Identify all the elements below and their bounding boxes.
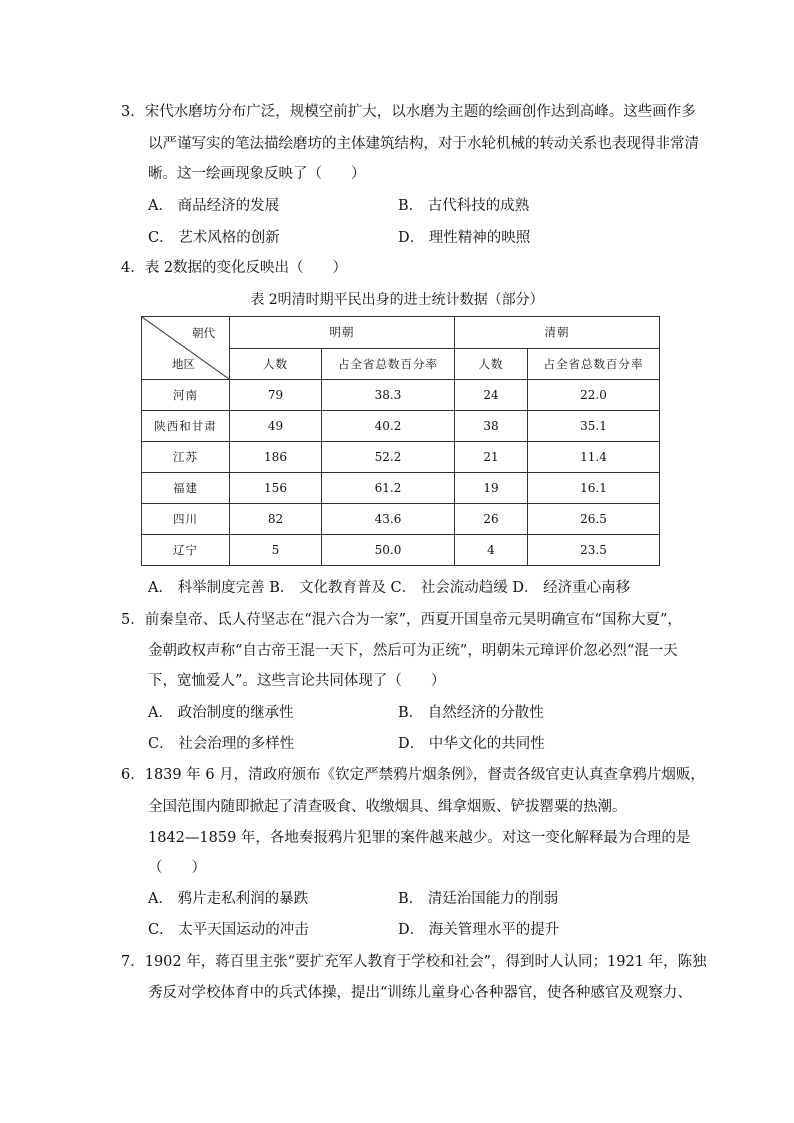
region-header-label: 地区: [172, 357, 195, 371]
q5-option-a: A． 政治制度的继承性: [148, 705, 294, 721]
q5-stem-line-1: 5．前秦皇帝、氐人苻坚志在“混六合为一家”，西夏开国皇帝元昊明确宣布“国称大夏”，: [121, 612, 682, 628]
qing-pct-cell: 23.5: [528, 535, 660, 566]
q6-option-c: C． 太平天国运动的冲击: [148, 922, 309, 938]
qing-count-cell: 21: [455, 442, 528, 473]
qing-pct-cell: 22.0: [528, 380, 660, 411]
q3-stem-line-3: 晰。这一绘画现象反映了（ ）: [148, 166, 366, 182]
qing-pct-header: 占全省总数百分率: [528, 348, 660, 380]
ming-pct-cell: 43.6: [322, 504, 455, 535]
table-row: [142, 535, 660, 566]
qing-pct-cell: 11.4: [528, 442, 660, 473]
q4-options: A． 科举制度完善 B． 文化教育普及 C． 社会流动趋缓 D． 经济重心南移: [148, 580, 631, 596]
table-caption: 表 2明清时期平民出身的进士统计数据（部分）: [250, 292, 544, 308]
ming-pct-cell: 61.2: [322, 473, 455, 504]
ming-pct-cell: 38.3: [322, 380, 455, 411]
q3-stem-line-2: 以严谨写实的笔法描绘磨坊的主体建筑结构，对于水轮机械的转动关系也表现得非常清: [148, 136, 699, 152]
qing-pct-cell: 26.5: [528, 504, 660, 535]
qing-pct-cell: 16.1: [528, 473, 660, 504]
ming-count-cell: 82: [230, 504, 322, 535]
region-cell: 福建: [142, 473, 230, 504]
q3-stem-line-1: 3．宋代水磨坊分布广泛，规模空前扩大，以水磨为主题的绘画创作达到高峰。这些画作多: [121, 104, 696, 120]
table-row: [142, 380, 660, 411]
q6-stem-line-2: 全国范围内随即掀起了清查吸食、收缴烟具、缉拿烟贩、铲拔罂粟的热潮。: [148, 799, 627, 815]
q3-option-c: C． 艺术风格的创新: [148, 230, 280, 246]
region-cell: 河南: [142, 380, 230, 411]
q5-stem-line-2: 金朝政权声称“自古帝王混一天下，然后可为正统”，明朝朱元璋评价忽必烈“混一天: [148, 643, 678, 659]
dynasty-header-label: 朝代: [192, 326, 215, 340]
ming-count-header: 人数: [230, 348, 322, 380]
jinshi-stats-table: [141, 316, 660, 566]
qing-count-cell: 19: [455, 473, 528, 504]
qing-count-cell: 38: [455, 411, 528, 442]
q7-stem-line-2: 秀反对学校体育中的兵式体操，提出“训练儿童身心各种器官，使各种感官及观察力、: [148, 985, 692, 1001]
ming-count-cell: 79: [230, 380, 322, 411]
q6-stem-line-1: 6．1839 年 6 月，清政府颁布《钦定严禁鸦片烟条例》，督责各级官吏认真查拿鸦片烟贩，: [121, 767, 705, 783]
region-cell: 陕西和甘肃: [142, 411, 230, 442]
table-row: [142, 504, 660, 535]
q5-option-c: C． 社会治理的多样性: [148, 736, 295, 752]
q6-stem-line-4: （ ）: [148, 860, 206, 876]
ming-count-cell: 156: [230, 473, 322, 504]
qing-count-cell: 24: [455, 380, 528, 411]
q3-option-b: B． 古代科技的成熟: [398, 198, 530, 214]
diagonal-header-cell: [142, 317, 230, 380]
region-cell: 四川: [142, 504, 230, 535]
ming-pct-header: 占全省总数百分率: [322, 348, 455, 380]
q5-option-d: D． 中华文化的共同性: [398, 736, 545, 752]
qing-header: 清朝: [455, 317, 660, 349]
q6-option-d: D． 海关管理水平的提升: [398, 922, 560, 938]
ming-header: 明朝: [230, 317, 455, 349]
region-cell: 江苏: [142, 442, 230, 473]
ming-pct-cell: 52.2: [322, 442, 455, 473]
q6-stem-line-3: 1842—1859 年，各地奏报鸦片犯罪的案件越来越少。对这一变化解释最为合理的是: [148, 830, 691, 846]
q5-option-b: B． 自然经济的分散性: [398, 705, 544, 721]
table-row: [142, 442, 660, 473]
ming-pct-cell: 40.2: [322, 411, 455, 442]
q3-option-d: D． 理性精神的映照: [398, 230, 531, 246]
q7-stem-line-1: 7．1902 年，蒋百里主张“要扩充军人教育于学校和社会”，得到时人认同；1921 年，陈独: [121, 954, 707, 970]
ming-count-cell: 49: [230, 411, 322, 442]
q6-option-b: B． 清廷治国能力的削弱: [398, 891, 559, 907]
table-row: [142, 473, 660, 504]
qing-pct-cell: 35.1: [528, 411, 660, 442]
ming-pct-cell: 50.0: [322, 535, 455, 566]
q6-option-a: A． 鸦片走私利润的暴跌: [148, 891, 309, 907]
ming-count-cell: 186: [230, 442, 322, 473]
qing-count-header: 人数: [455, 348, 528, 380]
region-cell: 辽宁: [142, 535, 230, 566]
table-row: [142, 411, 660, 442]
q3-option-a: A． 商品经济的发展: [148, 198, 280, 214]
q4-stem: 4．表 2数据的变化反映出（ ）: [121, 260, 348, 276]
q5-stem-line-3: 下，宽恤爱人”。这些言论共同体现了（ ）: [148, 673, 446, 689]
qing-count-cell: 4: [455, 535, 528, 566]
qing-count-cell: 26: [455, 504, 528, 535]
ming-count-cell: 5: [230, 535, 322, 566]
